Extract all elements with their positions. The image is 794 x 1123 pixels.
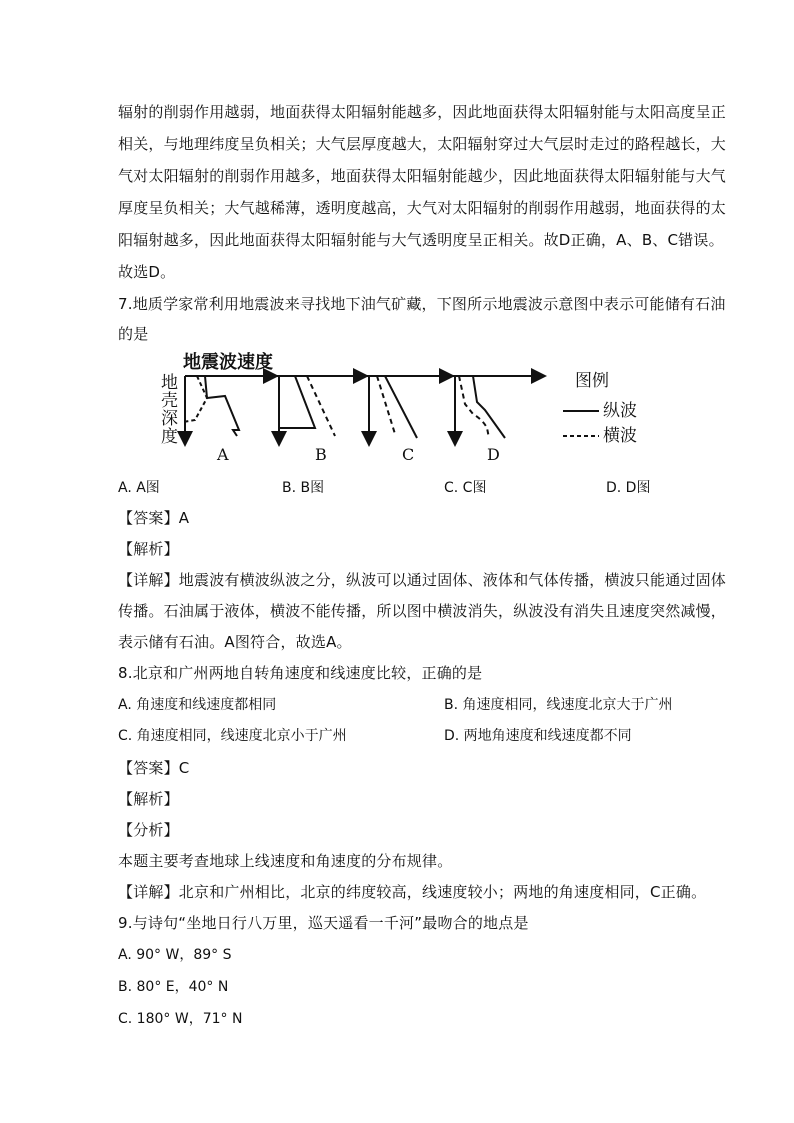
question-8-stem: 8.北京和广州两地自转角速度和线速度比较，正确的是 (118, 664, 483, 682)
q7-option-b: B. B图 (282, 480, 325, 496)
q9-option-c: C. 180° W，71° N (118, 1011, 243, 1027)
panel-label-d: D (487, 445, 500, 464)
panel-label-b: B (315, 445, 327, 464)
q8-option-a: A. 角速度和线速度都相同 (118, 697, 277, 713)
q7-option-a: A. A图 (118, 480, 160, 496)
panel-label-c: C (402, 445, 415, 464)
q8-option-d: D. 两地角速度和线速度都不同 (444, 728, 632, 744)
panel-c (367, 376, 451, 443)
text-line: 阳辐射越多，因此地面获得太阳辐射能与大气透明度呈正相关。故D正确，A、B、C错误。 (118, 231, 724, 249)
q7-detail-line: 【详解】地震波有横波纵波之分，纵波可以通过固体、液体和气体传播，横波只能通过固体 (118, 571, 727, 589)
seismic-wave-figure (155, 348, 645, 466)
text-line: 辐射的削弱作用越弱，地面获得太阳辐射能越多，因此地面获得太阳辐射能与太阳高度呈正 (118, 103, 727, 121)
q9-option-b: B. 80° E，40° N (118, 979, 229, 995)
q8-answer: 【答案】C (118, 759, 190, 777)
text-line: 故选D。 (118, 263, 176, 281)
question-7-stem: 7.地质学家常利用地震波来寻找地下油气矿藏，下图所示地震波示意图中表示可能储有石油 (118, 295, 726, 313)
q7-detail-line: 表示储有石油。A图符合，故选A。 (118, 633, 352, 651)
axis-label-char: 地 (161, 373, 178, 393)
panel-label-a: A (217, 445, 229, 464)
panel-b (277, 376, 365, 443)
panel-a (183, 376, 275, 443)
axis-label-char: 度 (161, 427, 178, 447)
q7-analysis-heading: 【解析】 (118, 540, 179, 558)
q8-fenxi-text: 本题主要考查地球上线速度和角速度的分布规律。 (118, 852, 453, 870)
q7-option-c: C. C图 (444, 480, 487, 496)
q7-detail-line: 传播。石油属于液体，横波不能传播，所以图中横波消失，纵波没有消失且速度突然减慢， (118, 602, 727, 620)
q8-analysis-heading: 【解析】 (118, 790, 179, 808)
text-line: 厚度呈负相关；大气越稀薄，透明度越高，大气对太阳辐射的削弱作用越弱，地面获得的太 (118, 199, 727, 217)
q8-detail: 【详解】北京和广州相比，北京的纬度较高，线速度较小；两地的角速度相同，C正确。 (118, 883, 707, 901)
q7-option-d: D. D图 (606, 480, 651, 496)
panel-d (453, 376, 543, 443)
figure-title: 地震波速度 (183, 352, 273, 373)
q8-option-b: B. 角速度相同，线速度北京大于广州 (444, 697, 673, 713)
question-7-stem-cont: 的是 (118, 325, 149, 343)
q9-option-a: A. 90° W，89° S (118, 947, 232, 963)
legend-item-p-wave: 纵波 (603, 401, 637, 421)
text-line: 相关，与地理纬度呈负相关；大气层厚度越大，太阳辐射穿过大气层时走过的路程越长，大 (118, 135, 727, 153)
question-9-stem: 9.与诗句“坐地日行八万里，巡天遥看一千河”最吻合的地点是 (118, 914, 529, 932)
legend-item-s-wave: 横波 (603, 426, 637, 446)
text-line: 气对太阳辐射的削弱作用越多，地面获得太阳辐射能越少，因此地面获得太阳辐射能与大气 (118, 167, 727, 185)
axis-label-char: 深 (161, 409, 178, 429)
q8-option-c: C. 角速度相同，线速度北京小于广州 (118, 728, 347, 744)
legend-title: 图例 (575, 371, 609, 391)
axis-label-char: 壳 (161, 391, 178, 411)
q7-answer: 【答案】A (118, 509, 190, 527)
q8-fenxi-heading: 【分析】 (118, 821, 179, 839)
